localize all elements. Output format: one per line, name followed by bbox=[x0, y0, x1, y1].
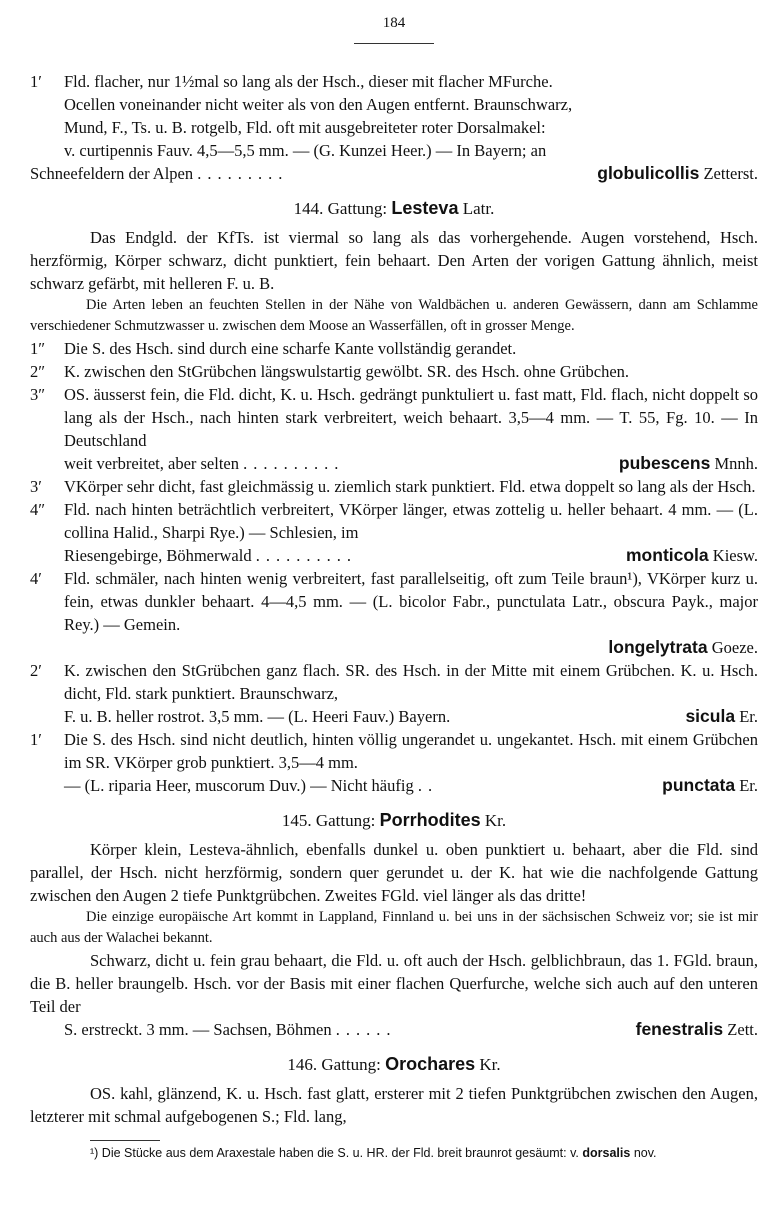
text-line: Schneefeldern der Alpen bbox=[30, 164, 194, 183]
genus-heading bbox=[30, 197, 758, 220]
footnote-variety-name: dorsalis bbox=[582, 1146, 631, 1160]
species-line: S. erstreckt. 3 mm. — Sachsen, Böhmen ...... fenestralis Zett. bbox=[64, 1019, 758, 1039]
page bbox=[30, 12, 758, 1161]
header-rule bbox=[354, 43, 434, 44]
footnote-suffix: nov. bbox=[633, 1146, 657, 1160]
species-name: longelytrata bbox=[608, 637, 708, 657]
species-author: Kiesw. bbox=[712, 546, 758, 565]
key-number: 3″ bbox=[30, 385, 46, 404]
key-number: 2′ bbox=[30, 661, 42, 680]
species-author: Er. bbox=[739, 707, 758, 726]
text-line: v. curtipennis Fauv. 4,5—5,5 mm. — (G. Kunzei Heer.) — In Bayern; an bbox=[64, 141, 547, 160]
genus-author: Kr. bbox=[484, 811, 507, 830]
species-name: pubescens bbox=[618, 453, 711, 473]
footnote bbox=[30, 1145, 758, 1161]
species-name: fenestralis bbox=[635, 1019, 724, 1039]
genus-heading bbox=[30, 809, 758, 832]
key-text: — (L. riparia Heer, muscorum Duv.) — Nicht häufig bbox=[64, 776, 414, 795]
key-text: K. zwischen den StGrübchen längswulstartig gewölbt. SR. des Hsch. ohne Grübchen. bbox=[64, 362, 630, 381]
key-text: VKörper sehr dicht, fast gleichmässig u. ziemlich stark punktiert. Fld. etwa doppelt so lang als der Hsch. bbox=[64, 477, 756, 496]
key-text: Schwarz, dicht u. fein grau behaart, die Fld. u. oft auch der Hsch. gelblichbraun, das 1. FGld. braun, die B. heller braungelb. Hsch. vor der Basis mit einer flachen Querfurche, welche sich auch auf den unteren Teil der bbox=[30, 951, 758, 1016]
species-author: Zett. bbox=[727, 1020, 758, 1039]
genus-author: Kr. bbox=[479, 1055, 501, 1074]
genus-label: 145. Gattung: bbox=[281, 811, 376, 830]
key-text: Die S. des Hsch. sind durch eine scharfe Kante vollständig gerandet. bbox=[64, 339, 517, 358]
genus-description: Körper klein, Lesteva-ähnlich, ebenfalls dunkel u. oben punktiert u. behaart, aber die Fld. sind parallel, der Hsch. nicht herzförmig, sondern quer gerundet u. der K. hat wie die nachfolgende Gattung zwischen den Augen 2 tiefe Punktgrübchen. Zweites FGld. viel länger als das dritte! bbox=[30, 840, 758, 905]
key-number: 4″ bbox=[30, 500, 46, 519]
key-text: OS. äusserst fein, die Fld. dicht, K. u. Hsch. gedrängt punktuliert u. fast matt, Fld. flach, nicht doppelt so lang als der Hsch., nach hinten stark verbreitert, weich behaart. 3,5—4 mm. — T. 55, Fg. 10. — In Deutschland bbox=[64, 385, 758, 450]
genus-name: Porrhodites bbox=[379, 810, 481, 830]
key-text: S. erstreckt. 3 mm. — Sachsen, Böhmen bbox=[64, 1020, 332, 1039]
key-entry-top bbox=[30, 70, 758, 162]
key-entry: 3″ OS. äusserst fein, die Fld. dicht, K. u. Hsch. gedrängt punktuliert u. fast matt, Fld. flach, nicht doppelt so lang als der Hsch., nach hinten stark verbreitert, weich behaart. 3,5—4 mm. — T. 55, Fg. 10. — In Deutschland weit verbreitet, aber selten .......... pubescens Mnnh. bbox=[30, 385, 758, 473]
text-line: Ocellen voneinander nicht weiter als von den Augen entfernt. Braunschwarz, bbox=[64, 95, 573, 114]
key-entry bbox=[30, 567, 758, 659]
key-entry: 1′ Die S. des Hsch. sind nicht deutlich, hinten völlig ungerandet u. ungekantet. Hsch. mit einem Grübchen im SR. VKörper grob punktiert. 3,5—4 mm. — (L. riparia Heer, muscorum Duv.) — Nicht häufig .. punctata Er. bbox=[30, 730, 758, 795]
distribution-note: Die einzige europäische Art kommt in Lappland, Finnland u. bei uns in der sächsischen Schweiz vor; sie ist mir auch aus der Walachei bekannt. bbox=[30, 909, 758, 946]
text-line: Fld. flacher, nur 1½mal so lang als der Hsch., dieser mit flacher MFurche. bbox=[64, 72, 553, 91]
key-text: Fld. schmäler, nach hinten wenig verbreitert, fast parallelseitig, oft zum Teile braun¹), VKörper kurz u. fein, etwas dunkler behaart. 4—4,5 mm. — (L. bicolor Fabr., punctulata Latr., obscura Payk., major Rey.) — Gemein. bbox=[64, 569, 758, 634]
footnote-text: ¹) Die Stücke aus dem Araxestale haben die S. u. HR. der Fld. breit braunrot gesäumt: v. bbox=[90, 1146, 579, 1160]
key-text: K. zwischen den StGrübchen ganz flach. SR. des Hsch. in der Mitte mit einem Grübchen. K. u. Hsch. dicht, Fld. stark punktiert. Braunschwarz, bbox=[64, 661, 758, 703]
text-line: Mund, F., Ts. u. B. rotgelb, Fld. oft mit ausgebreiteter roter Dorsalmakel: bbox=[64, 118, 546, 137]
page-number: 184 bbox=[382, 15, 406, 31]
key-text: Fld. nach hinten beträchtlich verbreitert, VKörper länger, etwas zottelig u. heller behaart. 4 mm. — (L. collina Halid., Sharpi Rye.) — Schlesien, im bbox=[64, 500, 758, 542]
species-author: Goeze. bbox=[711, 638, 758, 657]
genus-heading bbox=[30, 1053, 758, 1076]
key-text: F. u. B. heller rostrot. 3,5 mm. — (L. Heeri Fauv.) Bayern. bbox=[64, 707, 451, 726]
key-entry bbox=[30, 475, 758, 498]
footnote-rule bbox=[90, 1140, 160, 1141]
key-entry bbox=[30, 659, 758, 728]
genus-author: Latr. bbox=[462, 199, 495, 218]
genus-name: Lesteva bbox=[391, 198, 459, 218]
key-entry bbox=[30, 337, 758, 360]
key-text: Riesengebirge, Böhmerwald bbox=[64, 546, 252, 565]
habitat-note: Die Arten leben an feuchten Stellen in der Nähe von Waldbächen u. anderen Gewässern, dann am Schlamme verschiedener Schmutzwasser u. zwischen dem Moose an Wasserfällen, oft in grosser Menge. bbox=[30, 297, 758, 334]
species-author: Zetterst. bbox=[703, 164, 758, 183]
genus-description: OS. kahl, glänzend, K. u. Hsch. fast glatt, ersterer mit 2 tiefen Punktgrübchen zwischen den Augen, letzterer mit schmal aufgebogenen S.; Fld. lang, bbox=[30, 1084, 758, 1126]
species-name: punctata bbox=[662, 775, 736, 795]
genus-description: Das Endgld. der KfTs. ist viermal so lang als das vorhergehende. Augen vorstehend, Hsch. herzförmig, Körper schwarz, dicht punktiert, fein behaart. Den Arten der vorigen Gattung ähnlich, meist schwarz gefärbt, mit helleren F. u. B. bbox=[30, 228, 758, 293]
genus-label: 144. Gattung: bbox=[293, 199, 388, 218]
key-number: 1′ bbox=[30, 730, 42, 749]
genus-label: 146. Gattung: bbox=[287, 1055, 381, 1074]
species-author: Er. bbox=[739, 776, 758, 795]
key-number: 2″ bbox=[30, 362, 46, 381]
species-name: sicula bbox=[685, 706, 736, 726]
key-number: 3′ bbox=[30, 477, 42, 496]
species-author: Mnnh. bbox=[714, 454, 758, 473]
key-text: Die S. des Hsch. sind nicht deutlich, hinten völlig ungerandet u. ungekantet. Hsch. mit einem Grübchen im SR. VKörper grob punktiert. 3,5—4 mm. bbox=[64, 730, 758, 772]
key-entry: 4″ Fld. nach hinten beträchtlich verbreitert, VKörper länger, etwas zottelig u. heller behaart. 4 mm. — (L. collina Halid., Sharpi Rye.) — Schlesien, im Riesengebirge, Böhmerwald .......... monticola Kiesw. bbox=[30, 500, 758, 565]
key-text: weit verbreitet, aber selten bbox=[64, 454, 239, 473]
key-entry bbox=[30, 360, 758, 383]
key-number: 1″ bbox=[30, 339, 46, 358]
species-name: globulicollis bbox=[597, 163, 700, 183]
genus-name: Orochares bbox=[385, 1054, 476, 1074]
species-name: monticola bbox=[626, 545, 709, 565]
species-description bbox=[30, 949, 758, 1018]
key-number: 4′ bbox=[30, 569, 42, 588]
species-line: Schneefeldern der Alpen ......... globulicollis Zetterst. bbox=[30, 163, 758, 183]
key-number: 1′ bbox=[30, 72, 42, 91]
